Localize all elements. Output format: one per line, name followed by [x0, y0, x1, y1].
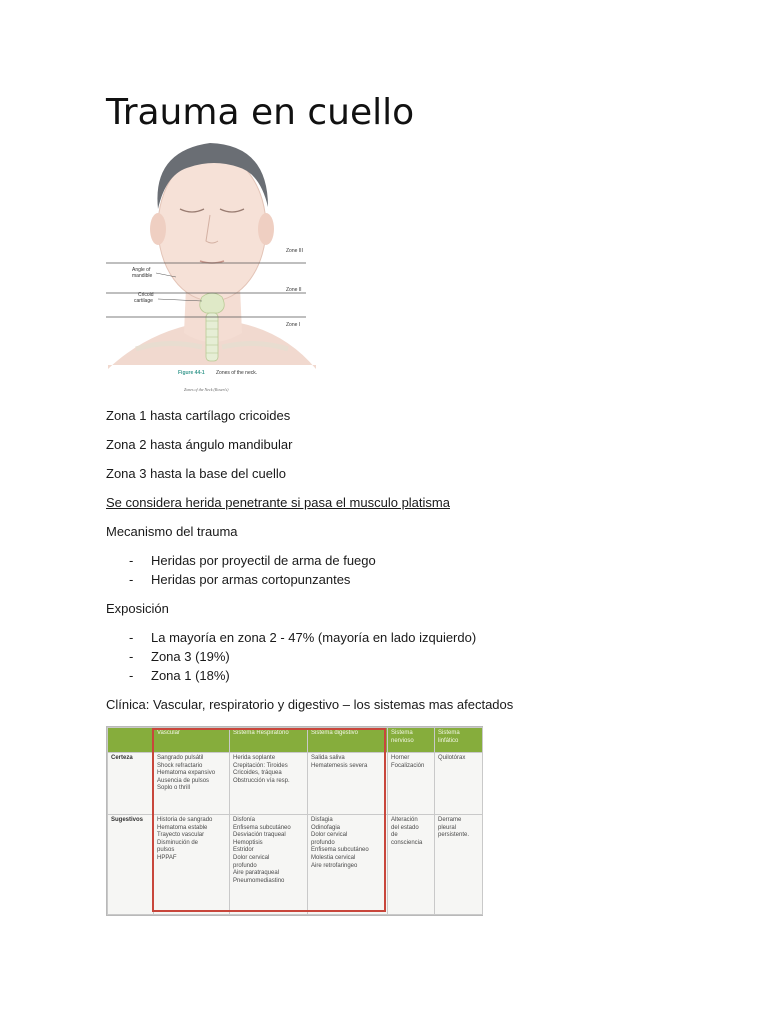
table-cell-line: Disminución de	[157, 839, 199, 846]
list-item-text: La mayoría en zona 2 - 47% (mayoría en lado izquierdo)	[151, 630, 477, 645]
table-cell-line: Focalización	[391, 762, 425, 769]
table-header-cell: Sistema Respiratorio	[230, 728, 308, 753]
list-bullet: -	[129, 630, 134, 645]
cricoid-label-line1: Cricoid	[138, 292, 154, 298]
table-row-label: Certeza	[108, 753, 154, 815]
exposicion-heading: Exposición	[106, 601, 169, 616]
zone3-label: Zone III	[286, 248, 303, 254]
table-cell-line: Enfisema subcutáneo	[233, 824, 291, 831]
table-cell-line: Crepitación: Tiroides	[233, 762, 288, 769]
table-header-row	[108, 728, 483, 753]
table-cell-line: Alteración	[391, 817, 418, 823]
list-item-text: Zona 1 (18%)	[151, 668, 230, 683]
table-cell-line: Herida soplante	[233, 755, 276, 761]
table-cell-line: Hematoma expansivo	[157, 770, 216, 777]
neck-zones-figure	[106, 137, 318, 399]
list-item	[129, 667, 230, 685]
table-cell-line: Trayecto vascular	[157, 832, 205, 839]
table-cell-line: Disfagia	[311, 817, 333, 823]
table-cell-line: Disfonía	[233, 817, 256, 823]
list-bullet: -	[129, 553, 134, 568]
table-cell	[154, 753, 230, 815]
list-item-text: Heridas por proyectil de arma de fuego	[151, 553, 376, 568]
table-cell-line: Enfisema subcutáneo	[311, 847, 369, 854]
table-header-cell: Sistema digestivo	[308, 728, 388, 753]
neck-zones-illustration	[106, 137, 318, 399]
table-row	[108, 815, 483, 915]
table-cell-line: Hematemesis severa	[311, 762, 368, 769]
table-cell	[308, 753, 388, 815]
table-cell-line: Obstrucción vía resp.	[233, 777, 290, 784]
zone1-label: Zone I	[286, 322, 301, 328]
table-cell-line: Quilotórax	[438, 755, 466, 761]
herida-penetrante-text: Se considera herida penetrante si pasa el musculo platisma	[106, 495, 450, 510]
table-cell-line: HPPAF	[157, 854, 177, 861]
table-cell-line: Estridor	[233, 847, 254, 854]
table-cell-line: Ausencia de pulsos	[157, 777, 210, 784]
table-cell-line: Desviación traqueal	[233, 832, 286, 839]
table-cell	[308, 815, 388, 915]
figure-credit: Zones of the Neck (Rosen's)	[184, 387, 229, 392]
table-cell-line: Odinofagia	[311, 824, 341, 831]
table-header-cell: Sistema linfático	[435, 728, 483, 753]
list-item	[129, 629, 476, 647]
table-cell-line: Shock refractario	[157, 762, 203, 769]
table-cell	[154, 815, 230, 915]
table-cell	[230, 815, 308, 915]
zona1-text: Zona 1 hasta cartílago cricoides	[106, 408, 291, 423]
table-cell-line: Molestia cervical	[311, 854, 356, 861]
table-cell-line: Dolor cervical	[311, 832, 348, 839]
list-item	[129, 648, 230, 666]
cricoid-label-line2: cartilage	[134, 298, 153, 304]
figure-caption-text: Zones of the neck.	[216, 370, 258, 376]
clinica-text: Clínica: Vascular, respiratorio y digestivo – los sistemas mas afectados	[106, 697, 514, 712]
table-cell-line: Pneumomediastino	[233, 877, 285, 884]
page-title: Trauma en cuello	[106, 92, 415, 133]
table-cell	[230, 753, 308, 815]
zona3-text: Zona 3 hasta la base del cuello	[106, 466, 286, 481]
list-bullet: -	[129, 649, 134, 664]
table-cell-line: Aire retrofaringeo	[311, 862, 358, 869]
zone2-label: Zone II	[286, 287, 302, 293]
table-cell-line: profundo	[233, 862, 257, 869]
mecanismo-heading: Mecanismo del trauma	[106, 524, 238, 539]
list-bullet: -	[129, 572, 134, 587]
table-cell-line: Salida saliva	[311, 755, 345, 761]
table-cell-line: Historia de sangrado	[157, 817, 213, 823]
table-cell-line: del estado	[391, 824, 419, 831]
table-cell-line: Dolor cervical	[233, 854, 270, 861]
figure-caption-number: Figure 44-1	[178, 370, 205, 376]
list-item-text: Zona 3 (19%)	[151, 649, 230, 664]
zona2-text: Zona 2 hasta ángulo mandibular	[106, 437, 293, 452]
table-row-label: Sugestivos	[108, 815, 154, 915]
table-cell-line: consciencia	[391, 839, 423, 846]
table-cell	[388, 753, 435, 815]
table-cell	[435, 753, 483, 815]
table-cell-line: Aire paratraqueal	[233, 870, 280, 877]
list-bullet: -	[129, 668, 134, 683]
table-header-cell: Vascular	[154, 728, 230, 753]
table-cell-line: pleural	[438, 824, 457, 831]
table-cell	[435, 815, 483, 915]
table-cell	[388, 815, 435, 915]
table-cell-line: Soplo o thrill	[157, 785, 191, 792]
table-cell-line: Horner	[391, 755, 410, 761]
angle-label-line1: Angle of	[132, 267, 151, 273]
list-item-text: Heridas por armas cortopunzantes	[151, 572, 351, 587]
table-cell-line: de	[391, 832, 398, 839]
clinical-signs-table	[106, 726, 483, 916]
table-cell-line: Sangrado pulsátil	[157, 755, 204, 761]
table-corner-cell	[108, 728, 154, 753]
list-item	[129, 552, 376, 570]
table-cell-line: Cricoides, tráquea	[233, 770, 282, 777]
table-cell-line: Derrame	[438, 817, 462, 823]
table-cell-line: persistente.	[438, 832, 470, 839]
table-cell-line: Hemoptisis	[233, 839, 263, 846]
angle-label-line2: mandible	[132, 273, 153, 279]
table-cell-line: profundo	[311, 839, 335, 846]
table-cell-line: pulsos	[157, 847, 175, 854]
table-cell-line: Hematoma estable	[157, 824, 208, 831]
table-header-cell: Sistema nervioso	[388, 728, 435, 753]
list-item	[129, 571, 350, 589]
table-row	[108, 753, 483, 815]
